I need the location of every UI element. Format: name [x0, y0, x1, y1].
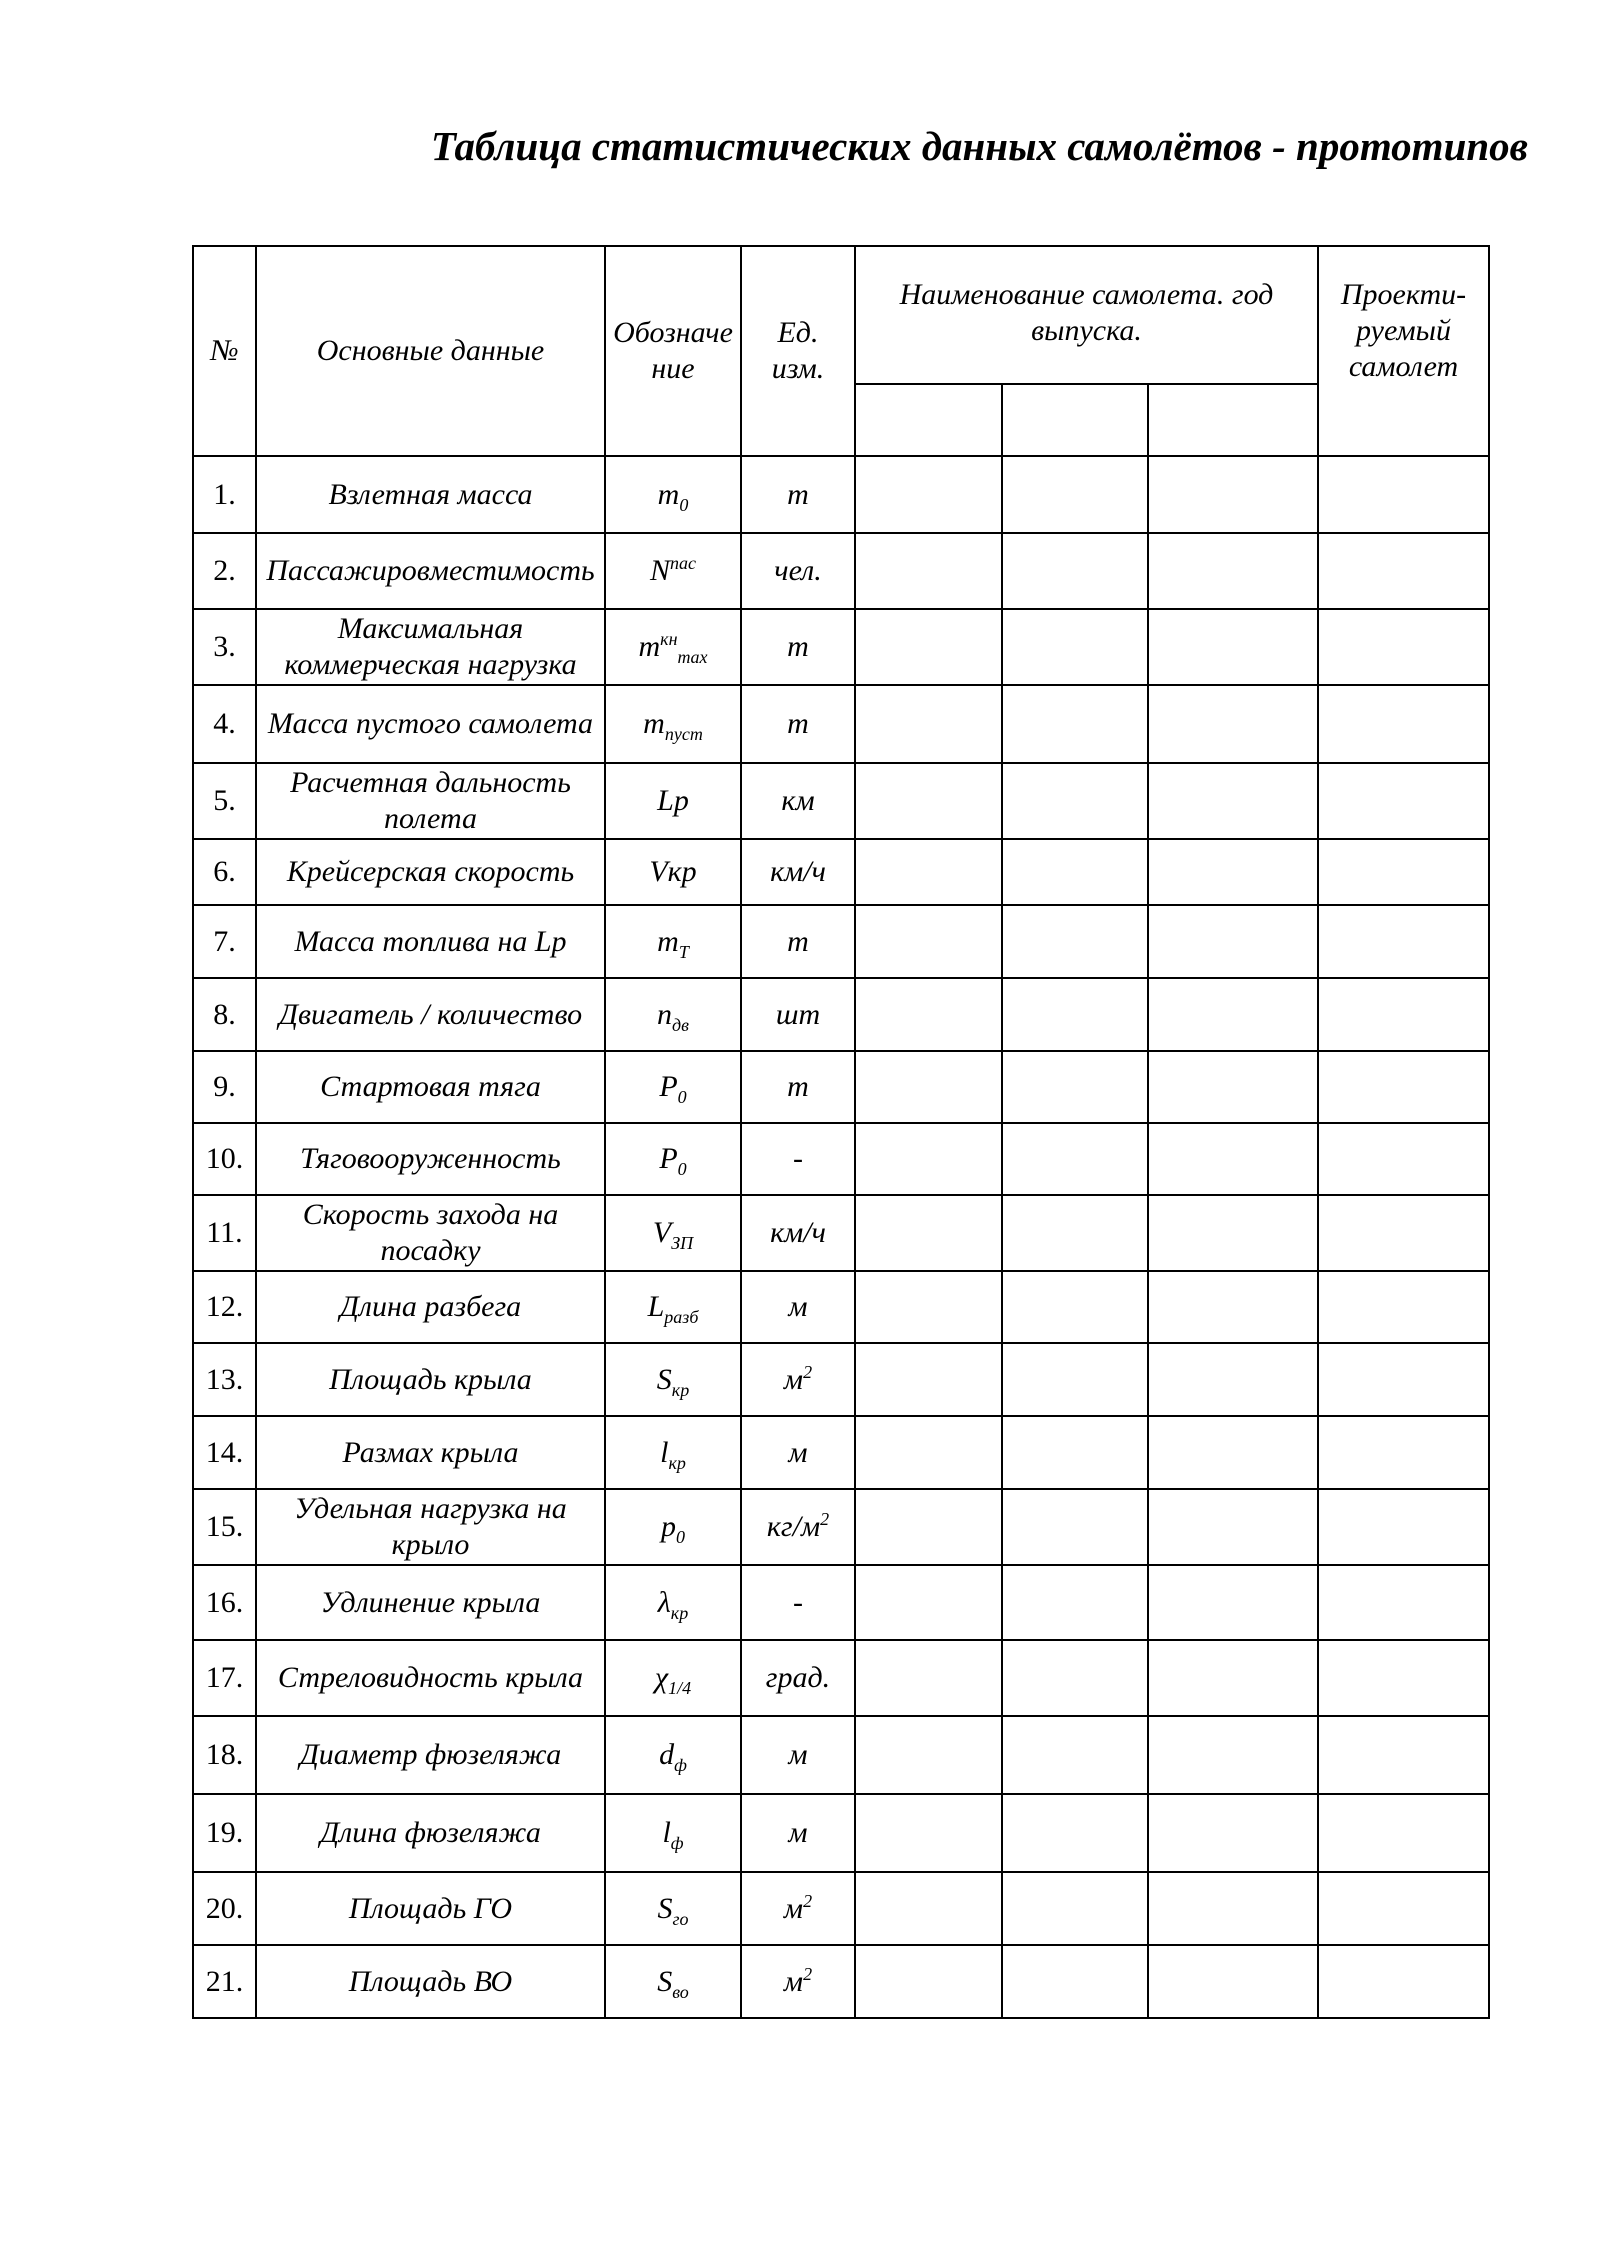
unit-text: т: [787, 630, 809, 663]
row-parameter-name: Двигатель / количество: [256, 978, 605, 1051]
designation-superscript: кн: [660, 629, 678, 649]
row-number: 3.: [193, 609, 256, 685]
aircraft-value-cell-1[interactable]: [855, 763, 1002, 839]
table-row: [193, 609, 1489, 685]
row-unit: [741, 1123, 855, 1195]
designed-aircraft-value-cell[interactable]: [1318, 685, 1489, 763]
designation-subscript: кр: [671, 1379, 690, 1400]
table-row: [193, 763, 1489, 839]
table-row: [193, 1945, 1489, 2018]
table-row: [193, 1716, 1489, 1794]
row-designation: [605, 1416, 741, 1489]
row-designation: [605, 685, 741, 763]
header-designation-text: Обозначение: [613, 316, 733, 385]
row-parameter-name: Крейсерская скорость: [256, 839, 605, 905]
unit-superscript: 2: [803, 1890, 813, 1911]
unit-superscript: 2: [803, 1963, 813, 1984]
row-unit: [741, 839, 855, 905]
designation-subscript: ЗП: [671, 1233, 694, 1253]
row-number: 10.: [193, 1123, 256, 1195]
designed-aircraft-value-cell[interactable]: [1318, 533, 1489, 609]
unit-text: км/ч: [770, 1216, 826, 1249]
aircraft-value-cell-2[interactable]: [1002, 1271, 1148, 1343]
row-parameter-name: Масса топлива на Lp: [256, 905, 605, 978]
designed-aircraft-value-cell[interactable]: [1318, 1271, 1489, 1343]
row-parameter-name: Расчетная дальность полета: [256, 763, 605, 839]
row-unit: [741, 1794, 855, 1872]
aircraft-value-cell-2[interactable]: [1002, 1343, 1148, 1416]
designed-aircraft-value-cell[interactable]: [1318, 905, 1489, 978]
row-parameter-name: Стреловидность крыла: [256, 1640, 605, 1716]
aircraft-value-cell-1[interactable]: [855, 456, 1002, 533]
row-unit: [741, 978, 855, 1051]
designation-symbol: m: [657, 477, 680, 511]
row-designation: [605, 1271, 741, 1343]
aircraft-value-cell-3[interactable]: [1148, 1123, 1318, 1195]
table-row: [193, 1640, 1489, 1716]
designed-aircraft-value-cell[interactable]: [1318, 978, 1489, 1051]
designation-subscript: го: [672, 1908, 689, 1929]
table-row: [193, 1271, 1489, 1343]
aircraft-statistics-table: [192, 245, 1490, 2019]
aircraft-value-cell-2[interactable]: [1002, 1872, 1148, 1945]
row-designation: [605, 839, 741, 905]
header-aircraft-name: [855, 246, 1318, 384]
unit-text: кг/м: [766, 1510, 821, 1543]
unit-text: м: [783, 1964, 804, 1998]
row-unit: [741, 905, 855, 978]
designation-subscript: max: [677, 647, 708, 667]
aircraft-value-cell-1[interactable]: [855, 685, 1002, 763]
designation-subscript: кр: [668, 1452, 686, 1473]
row-designation: [605, 1640, 741, 1716]
aircraft-value-cell-1[interactable]: [855, 1716, 1002, 1794]
row-number: 11.: [193, 1195, 256, 1271]
table-row: [193, 1794, 1489, 1872]
aircraft-value-cell-3[interactable]: [1148, 763, 1318, 839]
table-row: [193, 1195, 1489, 1271]
unit-text: шт: [775, 997, 821, 1031]
aircraft-value-cell-2[interactable]: [1002, 1489, 1148, 1565]
aircraft-value-cell-2[interactable]: [1002, 978, 1148, 1051]
aircraft-value-cell-3[interactable]: [1148, 1051, 1318, 1123]
aircraft-value-cell-3[interactable]: [1148, 609, 1318, 685]
aircraft-value-cell-3[interactable]: [1148, 1640, 1318, 1716]
row-designation: [605, 609, 741, 685]
designation-symbol: m: [643, 707, 665, 740]
designed-aircraft-value-cell[interactable]: [1318, 1640, 1489, 1716]
designation-subscript: 0: [677, 1087, 687, 1107]
aircraft-value-cell-3[interactable]: [1148, 456, 1318, 533]
aircraft-value-cell-3[interactable]: [1148, 1489, 1318, 1565]
table-row: [193, 1123, 1489, 1195]
aircraft-col-1-header: [855, 384, 1002, 456]
aircraft-value-cell-1[interactable]: [855, 1271, 1002, 1343]
aircraft-value-cell-2[interactable]: [1002, 1794, 1148, 1872]
unit-text: км/ч: [770, 855, 826, 888]
header-unit-text: Ед. изм.: [771, 316, 825, 385]
table-row: [193, 685, 1489, 763]
table-row: [193, 533, 1489, 609]
designation-symbol: N: [649, 554, 670, 587]
aircraft-value-cell-2[interactable]: [1002, 685, 1148, 763]
aircraft-value-cell-1[interactable]: [855, 1489, 1002, 1565]
aircraft-value-cell-1[interactable]: [855, 839, 1002, 905]
header-designation: [605, 246, 741, 456]
designation-symbol: n: [657, 997, 673, 1031]
table-row: [193, 978, 1489, 1051]
designation-subscript: пуст: [664, 724, 703, 744]
aircraft-value-cell-2[interactable]: [1002, 905, 1148, 978]
designed-aircraft-value-cell[interactable]: [1318, 1945, 1489, 2018]
table-row: [193, 456, 1489, 533]
designation-subscript: ф: [674, 1755, 687, 1775]
aircraft-value-cell-1[interactable]: [855, 1051, 1002, 1123]
aircraft-value-cell-1[interactable]: [855, 1343, 1002, 1416]
row-number: 7.: [193, 905, 256, 978]
unit-text: град.: [765, 1661, 831, 1694]
aircraft-value-cell-2[interactable]: [1002, 1416, 1148, 1489]
designed-aircraft-value-cell[interactable]: [1318, 1565, 1489, 1640]
table-row: [193, 1416, 1489, 1489]
row-number: 13.: [193, 1343, 256, 1416]
designation-symbol: m: [657, 924, 679, 958]
designation-subscript: 0: [677, 1159, 687, 1179]
row-parameter-name: Удельная нагрузка на крыло: [256, 1489, 605, 1565]
unit-text: км: [781, 784, 815, 817]
designation-subscript: во: [672, 1981, 689, 2002]
header-unit: [741, 246, 855, 456]
designation-symbol: m: [638, 630, 661, 663]
designation-symbol: V: [652, 1216, 672, 1249]
row-unit: [741, 1195, 855, 1271]
designation-subscript: 0: [676, 1527, 685, 1547]
aircraft-value-cell-2[interactable]: [1002, 1640, 1148, 1716]
aircraft-value-cell-1[interactable]: [855, 1640, 1002, 1716]
aircraft-value-cell-3[interactable]: [1148, 1416, 1318, 1489]
designed-aircraft-value-cell[interactable]: [1318, 1794, 1489, 1872]
designation-subscript: дв: [672, 1014, 689, 1035]
aircraft-value-cell-1[interactable]: [855, 1872, 1002, 1945]
unit-text: м: [783, 1891, 804, 1925]
row-number: 15.: [193, 1489, 256, 1565]
unit-text: т: [787, 924, 809, 958]
designation-superscript: пас: [670, 553, 696, 573]
designed-aircraft-value-cell[interactable]: [1318, 839, 1489, 905]
table-row: [193, 1343, 1489, 1416]
header-basic-data: Основные данные: [256, 246, 605, 456]
aircraft-col-3-header: [1148, 384, 1318, 456]
row-unit: [741, 763, 855, 839]
row-parameter-name: Длина разбега: [256, 1271, 605, 1343]
table-row: [193, 839, 1489, 905]
unit-text: т: [787, 477, 809, 511]
aircraft-col-2-header: [1002, 384, 1148, 456]
row-unit: [741, 1416, 855, 1489]
row-unit: [741, 1640, 855, 1716]
aircraft-value-cell-2[interactable]: [1002, 763, 1148, 839]
header-aircraft-name-text: Наименование самолета. год выпуска.: [899, 278, 1274, 347]
header-row: [193, 246, 1489, 384]
row-designation: [605, 1794, 741, 1872]
row-unit: [741, 685, 855, 763]
designation-symbol: P: [659, 1070, 678, 1103]
aircraft-value-cell-1[interactable]: [855, 1123, 1002, 1195]
row-number: 20.: [193, 1872, 256, 1945]
row-designation: [605, 456, 741, 533]
aircraft-value-cell-2[interactable]: [1002, 1051, 1148, 1123]
designed-aircraft-value-cell[interactable]: [1318, 1489, 1489, 1565]
designation-subscript: 1/4: [668, 1678, 692, 1698]
aircraft-value-cell-2[interactable]: [1002, 609, 1148, 685]
unit-text: -: [793, 1142, 803, 1175]
designation-subscript: кр: [670, 1602, 689, 1623]
row-number: 16.: [193, 1565, 256, 1640]
designation-symbol: S: [656, 1362, 672, 1396]
row-parameter-name: Тяговооруженность: [256, 1123, 605, 1195]
unit-text: м: [788, 1816, 808, 1849]
designation-symbol: l: [660, 1435, 669, 1469]
row-parameter-name: Удлинение крыла: [256, 1565, 605, 1640]
designation-symbol: l: [662, 1816, 671, 1849]
table-row: [193, 1565, 1489, 1640]
row-number: 2.: [193, 533, 256, 609]
row-parameter-name: Площадь крыла: [256, 1343, 605, 1416]
designed-aircraft-value-cell[interactable]: [1318, 1716, 1489, 1794]
row-unit: [741, 1945, 855, 2018]
table-row: [193, 1051, 1489, 1123]
row-designation: [605, 1051, 741, 1123]
designation-symbol: Lp: [657, 784, 689, 817]
row-number: 14.: [193, 1416, 256, 1489]
designation-symbol: d: [659, 1738, 675, 1771]
row-unit: [741, 1872, 855, 1945]
aircraft-value-cell-3[interactable]: [1148, 978, 1318, 1051]
designation-symbol: S: [657, 1964, 673, 1998]
aircraft-value-cell-2[interactable]: [1002, 533, 1148, 609]
aircraft-value-cell-3[interactable]: [1148, 1716, 1318, 1794]
designation-subscript: 0: [679, 494, 689, 515]
row-unit: [741, 533, 855, 609]
row-number: 12.: [193, 1271, 256, 1343]
unit-text: чел.: [774, 554, 822, 587]
aircraft-value-cell-2[interactable]: [1002, 839, 1148, 905]
row-parameter-name: Диаметр фюзеляжа: [256, 1716, 605, 1794]
unit-superscript: 2: [820, 1509, 830, 1529]
designation-subscript: ф: [670, 1833, 684, 1853]
row-unit: [741, 1343, 855, 1416]
aircraft-value-cell-1[interactable]: [855, 609, 1002, 685]
aircraft-value-cell-3[interactable]: [1148, 685, 1318, 763]
unit-text: м: [788, 1435, 808, 1469]
table-row: [193, 1489, 1489, 1565]
row-designation: [605, 533, 741, 609]
designed-aircraft-value-cell[interactable]: [1318, 1051, 1489, 1123]
row-number: 9.: [193, 1051, 256, 1123]
row-designation: [605, 1945, 741, 2018]
designed-aircraft-value-cell[interactable]: [1318, 1343, 1489, 1416]
aircraft-value-cell-3[interactable]: [1148, 1945, 1318, 2018]
unit-superscript: 2: [803, 1361, 813, 1382]
row-parameter-name: Размах крыла: [256, 1416, 605, 1489]
aircraft-value-cell-2[interactable]: [1002, 1195, 1148, 1271]
row-parameter-name: Стартовая тяга: [256, 1051, 605, 1123]
aircraft-value-cell-1[interactable]: [855, 1416, 1002, 1489]
designation-subscript: T: [678, 941, 689, 962]
unit-text: т: [787, 1070, 809, 1103]
aircraft-value-cell-2[interactable]: [1002, 1716, 1148, 1794]
aircraft-value-cell-1[interactable]: [855, 1195, 1002, 1271]
aircraft-value-cell-2[interactable]: [1002, 1565, 1148, 1640]
aircraft-value-cell-3[interactable]: [1148, 1343, 1318, 1416]
aircraft-value-cell-3[interactable]: [1148, 1794, 1318, 1872]
aircraft-value-cell-3[interactable]: [1148, 1271, 1318, 1343]
designed-aircraft-value-cell[interactable]: [1318, 1416, 1489, 1489]
row-designation: [605, 1343, 741, 1416]
row-unit: [741, 1716, 855, 1794]
row-parameter-name: Скорость захода на посадку: [256, 1195, 605, 1271]
row-designation: [605, 1716, 741, 1794]
aircraft-value-cell-3[interactable]: [1148, 1195, 1318, 1271]
row-designation: [605, 978, 741, 1051]
designation-symbol: p: [661, 1510, 676, 1543]
row-parameter-name: Площадь ВО: [256, 1945, 605, 2018]
row-number: 18.: [193, 1716, 256, 1794]
designation-subscript: разб: [664, 1307, 699, 1327]
header-designed-aircraft-text: Проекти-руемый самолет: [1340, 278, 1467, 383]
row-parameter-name: Площадь ГО: [256, 1872, 605, 1945]
aircraft-value-cell-2[interactable]: [1002, 456, 1148, 533]
aircraft-value-cell-3[interactable]: [1148, 533, 1318, 609]
row-number: 6.: [193, 839, 256, 905]
table-row: [193, 1872, 1489, 1945]
row-parameter-name: Пассажировместимость: [256, 533, 605, 609]
aircraft-value-cell-1[interactable]: [855, 1794, 1002, 1872]
aircraft-value-cell-1[interactable]: [855, 1565, 1002, 1640]
row-designation: [605, 1489, 741, 1565]
designed-aircraft-value-cell[interactable]: [1318, 763, 1489, 839]
designed-aircraft-value-cell[interactable]: [1318, 1872, 1489, 1945]
row-parameter-name: Взлетная масса: [256, 456, 605, 533]
row-unit: [741, 1489, 855, 1565]
row-number: 1.: [193, 456, 256, 533]
aircraft-value-cell-1[interactable]: [855, 533, 1002, 609]
row-designation: [605, 905, 741, 978]
row-number: 17.: [193, 1640, 256, 1716]
row-unit: [741, 1565, 855, 1640]
row-unit: [741, 456, 855, 533]
header-number: №: [193, 246, 256, 456]
aircraft-value-cell-1[interactable]: [855, 978, 1002, 1051]
aircraft-value-cell-3[interactable]: [1148, 1872, 1318, 1945]
row-designation: [605, 1565, 741, 1640]
row-unit: [741, 1051, 855, 1123]
row-number: 19.: [193, 1794, 256, 1872]
designation-symbol: λ: [657, 1585, 671, 1619]
row-designation: [605, 1195, 741, 1271]
table-row: [193, 905, 1489, 978]
row-unit: [741, 609, 855, 685]
header-designed-aircraft: [1318, 246, 1489, 456]
row-number: 8.: [193, 978, 256, 1051]
page-title: Таблица статистических данных самолётов - прототипов: [430, 123, 1528, 169]
aircraft-value-cell-3[interactable]: [1148, 839, 1318, 905]
row-number: 5.: [193, 763, 256, 839]
designation-symbol: S: [657, 1891, 673, 1925]
designed-aircraft-value-cell[interactable]: [1318, 456, 1489, 533]
unit-text: т: [787, 707, 809, 740]
designation-symbol: χ: [654, 1661, 669, 1694]
aircraft-value-cell-2[interactable]: [1002, 1945, 1148, 2018]
row-parameter-name: Масса пустого самолета: [256, 685, 605, 763]
designed-aircraft-value-cell[interactable]: [1318, 1123, 1489, 1195]
row-unit: [741, 1271, 855, 1343]
aircraft-value-cell-1[interactable]: [855, 905, 1002, 978]
aircraft-value-cell-3[interactable]: [1148, 905, 1318, 978]
aircraft-value-cell-2[interactable]: [1002, 1123, 1148, 1195]
row-designation: [605, 1872, 741, 1945]
aircraft-value-cell-1[interactable]: [855, 1945, 1002, 2018]
aircraft-value-cell-3[interactable]: [1148, 1565, 1318, 1640]
designed-aircraft-value-cell[interactable]: [1318, 609, 1489, 685]
unit-text: м: [783, 1362, 804, 1396]
designation-symbol: L: [647, 1290, 665, 1323]
unit-text: м: [788, 1738, 808, 1771]
designation-symbol: Vкр: [649, 855, 697, 888]
row-designation: [605, 1123, 741, 1195]
unit-text: -: [793, 1585, 803, 1619]
row-parameter-name: Длина фюзеляжа: [256, 1794, 605, 1872]
row-parameter-name: Максимальная коммерческая нагрузка: [256, 609, 605, 685]
table-body: [193, 456, 1489, 2018]
row-number: 4.: [193, 685, 256, 763]
designation-symbol: P: [659, 1142, 678, 1175]
unit-text: м: [788, 1290, 808, 1323]
designed-aircraft-value-cell[interactable]: [1318, 1195, 1489, 1271]
row-number: 21.: [193, 1945, 256, 2018]
row-designation: [605, 763, 741, 839]
